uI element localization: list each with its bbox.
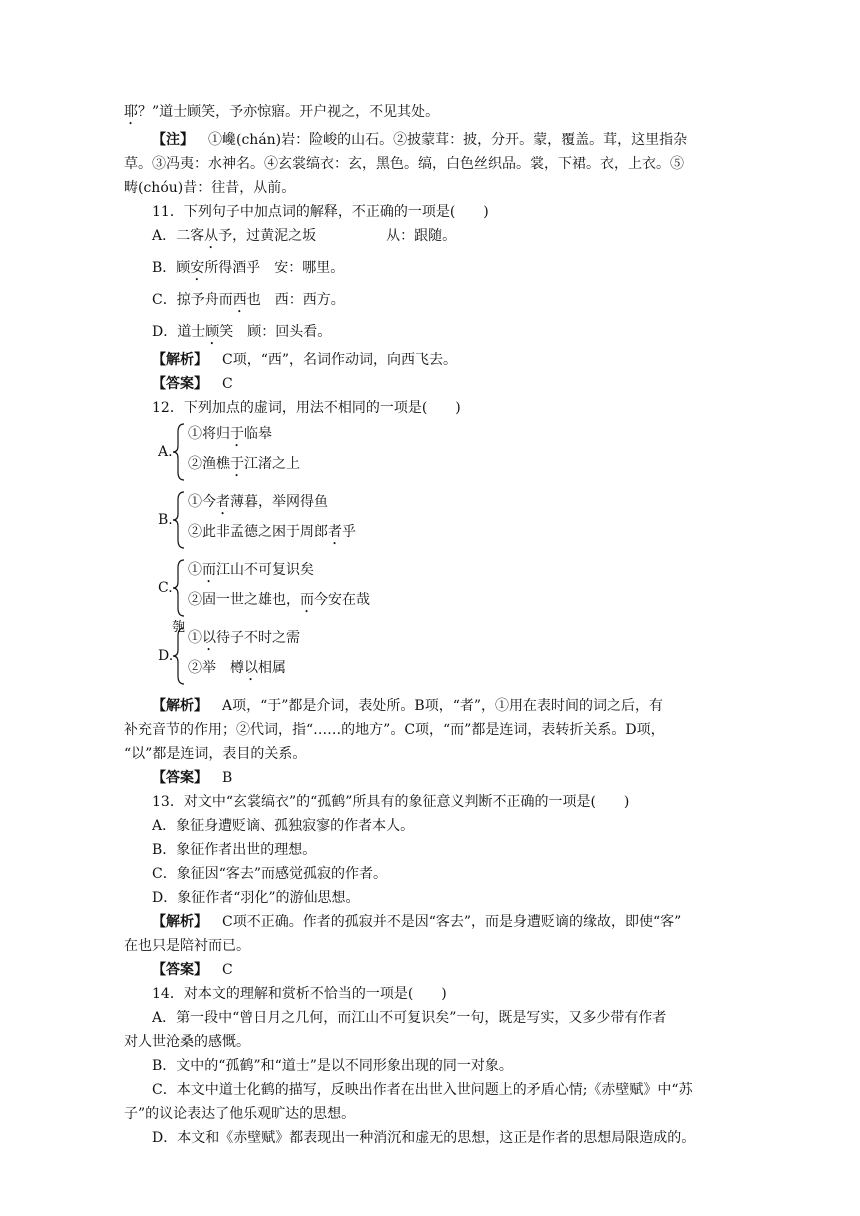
dotted-word: 顾 — [205, 324, 220, 340]
option-text: B．顾 — [152, 260, 191, 276]
annotation-mark: 匏 — [172, 620, 186, 635]
dotted-word: 者 — [216, 494, 230, 510]
option-text: 予，过黄泥之坂 — [218, 228, 317, 244]
option-text: D．道士 — [152, 324, 206, 340]
dotted-word: 而 — [202, 562, 216, 578]
option-a: A．第一段中“曾日月之几何，而江山不可复识矣”一句，既是写实，又多少带有作者 — [152, 1010, 667, 1026]
dotted-word: 于 — [230, 456, 244, 472]
option-line-2: ②渔樵于江渚之上 — [188, 456, 300, 472]
text-fragment: 耶？” — [124, 104, 160, 120]
analysis-text: A项，“于”都是介词，表处所。B项，“者”，①用在表时间的词之后，有 — [222, 698, 664, 714]
option-label: C. — [158, 580, 173, 596]
answer-line — [124, 372, 739, 396]
question-stem: 13．对文中“玄裳缟衣”的“孤鹤”所具有的象征意义判断不正确的一项是( ) — [152, 794, 630, 810]
option-b: B．象征作者出世的理想。 — [152, 842, 317, 858]
option-a — [152, 420, 739, 484]
option-c: C．本文中道士化鹤的描写，反映出作者在出世入世问题上的矛盾心情;《赤壁赋》中“苏 — [152, 1082, 693, 1098]
option-line-1: ①今者薄暮，举网得鱼 — [188, 494, 328, 510]
dotted-word: 于 — [230, 426, 244, 442]
dotted-word: 以 — [244, 660, 258, 676]
question-stem: 14．对本文的理解和赏析不恰当的一项是( ) — [152, 986, 447, 1002]
option-text: 也 — [246, 292, 261, 308]
option-text: 笑 — [219, 324, 234, 340]
answer-line — [124, 766, 739, 790]
analysis-line: “以”都是连词，表目的关系。 — [124, 746, 307, 762]
analysis-line — [124, 694, 739, 718]
text-line — [124, 100, 739, 128]
analysis-line — [124, 910, 739, 934]
option-explanation: 安：哪里。 — [274, 260, 345, 276]
dotted-word: 从 — [204, 228, 219, 244]
option-line-1: ①以待子不时之需 — [188, 630, 300, 646]
option-line-1: ①而江山不可复识矣 — [188, 562, 314, 578]
question-stem: 11．下列句子中加点词的解释，不正确的一项是( ) — [152, 204, 489, 220]
option-explanation: 从：跟随。 — [386, 228, 457, 244]
option-b: B．文中的“孤鹤”和“道士”是以不同形象出现的同一对象。 — [152, 1058, 513, 1074]
option-line-1: ①将归于临皋 — [188, 426, 272, 442]
option-d: D．象征作者“羽化”的游仙思想。 — [152, 890, 360, 906]
note-line: 畴(chóu)昔：往昔，从前。 — [124, 180, 296, 196]
option-b — [124, 256, 739, 284]
dotted-word: 安 — [190, 260, 205, 276]
option-d — [124, 320, 739, 348]
option-text: 所得酒乎 — [204, 260, 261, 276]
analysis-line: 补充音节的作用；②代词，指“……的地方”。C项，“而”都是连词，表转折关系。D项， — [124, 722, 665, 738]
option-a — [124, 224, 739, 252]
answer-value: B — [222, 770, 233, 786]
analysis-line — [124, 348, 739, 372]
brace-icon — [172, 558, 186, 618]
answer-tag: 【答案】 — [152, 962, 208, 978]
note-line: 草。③冯夷：水神名。④玄裳缟衣：玄，黑色。缟，白色丝织品。裳，下裙。衣，上衣。⑤ — [124, 156, 684, 172]
option-label: A. — [158, 444, 173, 460]
analysis-line: 在也只是陪衬而已。 — [124, 938, 250, 954]
answer-value: C — [222, 376, 233, 392]
option-line-2: ②固一世之雄也，而今安在哉 — [188, 592, 370, 608]
option-c: C．象征因“客去”而感觉孤寂的作者。 — [152, 866, 388, 882]
analysis-tag: 【解析】 — [152, 914, 208, 930]
analysis-tag: 【解析】 — [152, 352, 208, 368]
option-explanation: 顾：回头看。 — [247, 324, 332, 340]
option-explanation: 西：西方。 — [274, 292, 345, 308]
answer-tag: 【答案】 — [152, 770, 208, 786]
dotted-word: 者 — [328, 524, 342, 540]
option-label: D. — [158, 648, 174, 664]
brace-icon — [172, 490, 186, 550]
option-b — [152, 488, 739, 552]
option-d — [152, 620, 739, 688]
option-line-2: ②此非孟德之困于周郎者乎 — [188, 524, 356, 540]
option-a: A．象征身遭贬谪、孤独寂寥的作者本人。 — [152, 818, 415, 834]
note-text: ①巉(chán)岩：险峻的山石。②披蒙茸：披，分开。蒙，覆盖。茸，这里指杂 — [208, 132, 688, 148]
option-c — [152, 556, 739, 620]
analysis-text: C项不正确。作者的孤寂并不是因“客去”，而是身遭贬谪的缘故，即使“客” — [222, 914, 682, 930]
option-line-2: ②举 樽以相属 — [188, 660, 286, 676]
dotted-word: 西 — [232, 292, 247, 308]
dotted-word: 而 — [300, 592, 314, 608]
question-stem: 12．下列加点的虚词，用法不相同的一项是( ) — [152, 400, 461, 416]
option-text: A．二客 — [152, 228, 205, 244]
brace-icon — [172, 626, 186, 686]
analysis-tag: 【解析】 — [152, 698, 208, 714]
document-page — [124, 100, 739, 1150]
option-c — [124, 288, 739, 316]
analysis-text: C项，“西”，名词作动词，向西飞去。 — [222, 352, 458, 368]
text-fragment: 道士顾笑，予亦惊寤。开户视之，不见其处。 — [159, 104, 440, 120]
note-line — [124, 128, 739, 152]
option-c-cont: 子”的议论表达了他乐观旷达的思想。 — [124, 1106, 356, 1122]
option-a-cont: 对人世沧桑的感慨。 — [124, 1034, 250, 1050]
answer-value: C — [222, 962, 233, 978]
note-tag: 【注】 — [152, 132, 194, 148]
brace-icon — [172, 422, 186, 482]
answer-tag: 【答案】 — [152, 376, 208, 392]
option-label: B. — [158, 512, 173, 528]
option-d: D．本文和《赤壁赋》都表现出一种消沉和虚无的思想，这正是作者的思想局限造成的。 — [152, 1130, 696, 1146]
dotted-word: 以 — [202, 630, 216, 646]
option-text: C．掠予舟而 — [152, 292, 233, 308]
answer-line — [124, 958, 739, 982]
